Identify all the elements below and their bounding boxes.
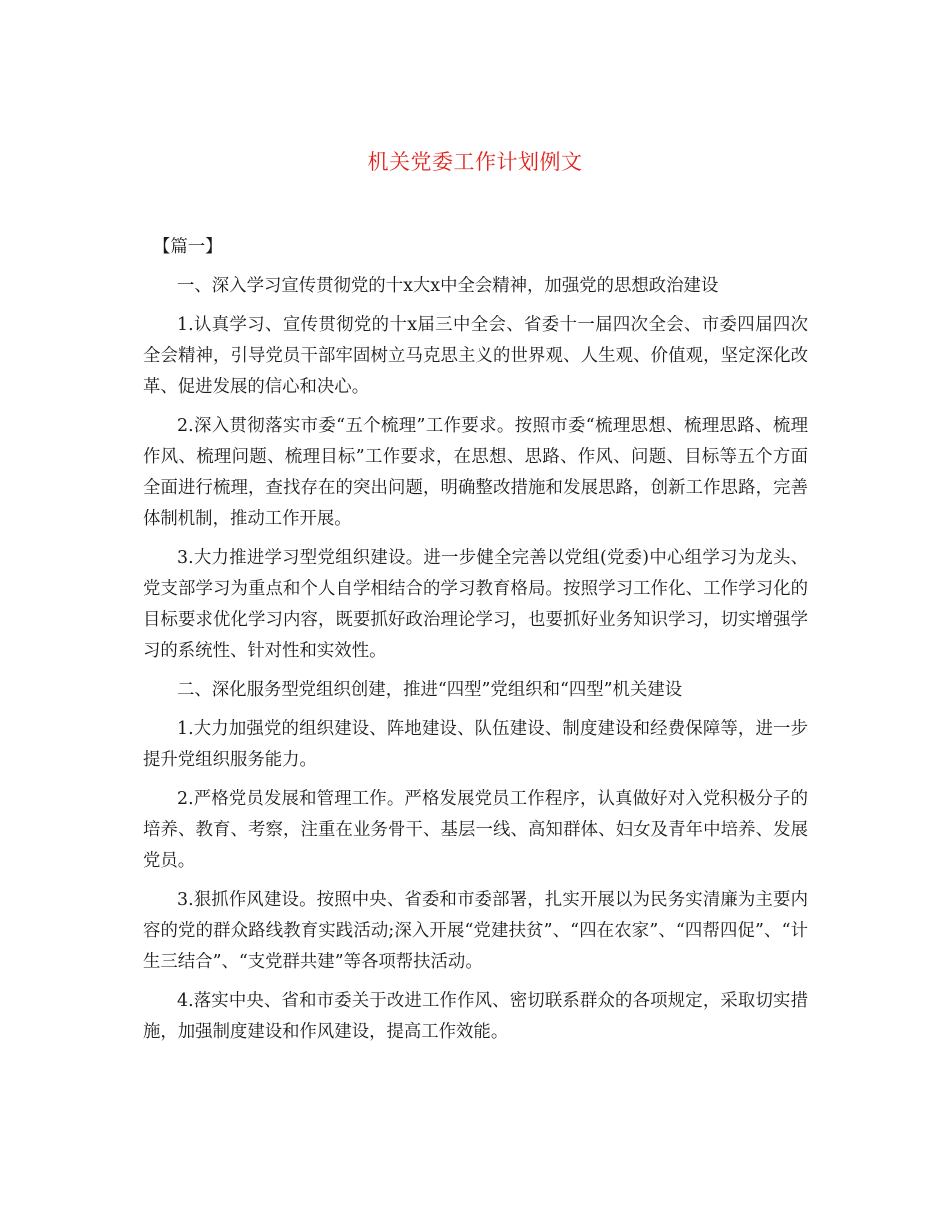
paragraph-heading-2: 二、深化服务型党组织创建，推进“四型”党组织和“四型”机关建设: [177, 680, 683, 700]
document-title: 机关党委工作计划例文: [367, 150, 583, 174]
paragraph: 2.深入贯彻落实市委“五个梳理”工作要求。按照市委“梳理思想、梳理思路、梳理作风、梳理问题、梳理目标”工作要求，在思想、思路、作风、问题、目标等五个方面全面进行梳理，查找存在的突出问题，明确整改措施和发展思路，创新工作思路，完善体制机制，推动工作开展。: [143, 416, 808, 529]
document-body: [143, 232, 808, 1056]
paragraph: 3.大力推进学习型党组织建设。进一步健全完善以党组(党委)中心组学习为龙头、党支部学习为重点和个人自学相结合的学习教育格局。按照学习工作化、工作学习化的目标要求优化学习内容，既要抓好政治理论学习，也要抓好业务知识学习，切实增强学习的系统性、针对性和实效性。: [143, 548, 808, 661]
paragraph: 1.大力加强党的组织建设、阵地建设、队伍建设、制度建设和经费保障等，进一步提升党组织服务能力。: [143, 719, 808, 770]
paragraph: 3.狠抓作风建设。按照中央、省委和市委部署，扎实开展以为民务实清廉为主要内容的党的群众路线教育实践活动;深入开展“党建扶贫”、“四在农家”、“四帮四促”、“计生三结合”、“支党群共建”等各项帮扶活动。: [143, 890, 808, 972]
paragraph: 1.认真学习、宣传贯彻党的十x届三中全会、省委十一届四次全会、市委四届四次全会精神，引导党员干部牢固树立马克思主义的世界观、人生观、价值观，坚定深化改革、促进发展的信心和决心。: [143, 315, 808, 397]
paragraph: 4.落实中央、省和市委关于改进工作作风、密切联系群众的各项规定，采取切实措施，加强制度建设和作风建设，提高工作效能。: [143, 991, 808, 1042]
paragraph: 2.严格党员发展和管理工作。严格发展党员工作程序，认真做好对入党积极分子的培养、教育、考察，注重在业务骨干、基层一线、高知群体、妇女及青年中培养、发展党员。: [143, 789, 808, 871]
paragraph-heading-1: 一、深入学习宣传贯彻党的十x大x中全会精神，加强党的思想政治建设: [177, 276, 719, 296]
section-label: 【篇一】: [153, 237, 223, 257]
